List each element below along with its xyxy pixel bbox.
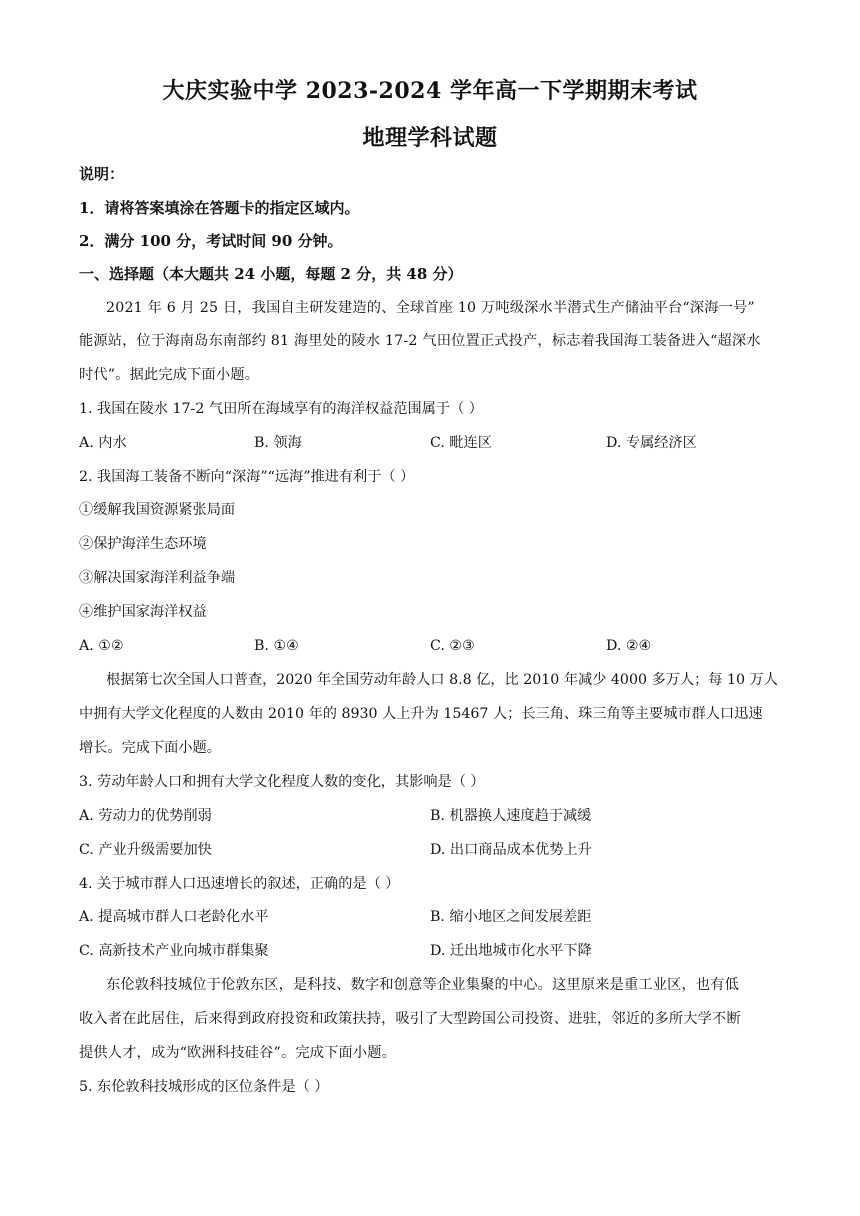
question-1-option-d: D. 专属经济区 [606,435,697,451]
passage-1-line-2: 能源站，位于海南岛东南部约 81 海里处的陵水 17-2 气田位置正式投产，标志着我国海工装备进入“超深水 [79,333,761,349]
question-2-option-a: A. ①② [79,638,124,654]
question-1-option-c: C. 毗连区 [430,435,492,451]
question-1-option-a: A. 内水 [79,435,127,451]
question-2-option-b: B. ①④ [254,638,299,654]
instruction-item-1: 1．请将答案填涂在答题卡的指定区域内。 [79,199,360,217]
question-3-stem: 3. 劳动年龄人口和拥有大学文化程度人数的变化，其影响是（ ） [79,774,485,790]
exam-subject-title: 地理学科试题 [362,125,498,151]
passage-2-line-1: 根据第七次全国人口普查，2020 年全国劳动年龄人口 8.8 亿，比 2010 年减少 4000 多万人；每 10 万人 [106,672,778,688]
question-5-stem: 5. 东伦敦科技城形成的区位条件是（ ） [79,1079,329,1095]
question-3-option-d: D. 出口商品成本优势上升 [430,842,592,858]
question-3-option-a: A. 劳动力的优势削弱 [79,808,212,824]
question-4-option-a: A. 提高城市群人口老龄化水平 [79,909,269,925]
question-4-stem: 4. 关于城市群人口迅速增长的叙述，正确的是（ ） [79,876,400,892]
question-3-option-c: C. 产业升级需要加快 [79,842,212,858]
question-2-statement-4: ④维护国家海洋权益 [79,604,207,620]
exam-title: 大庆实验中学 2023-2024 学年高一下学期期末考试 [162,78,698,104]
question-4-option-b: B. 缩小地区之间发展差距 [430,909,592,925]
passage-3-line-1: 东伦敦科技城位于伦敦东区，是科技、数字和创意等企业集聚的中心。这里原来是重工业区，也有低 [106,977,740,993]
question-2-statement-3: ③解决国家海洋利益争端 [79,570,236,586]
question-4-option-d: D. 迁出地城市化水平下降 [430,943,592,959]
question-2-option-c: C. ②③ [430,638,475,654]
instruction-item-2: 2．满分 100 分，考试时间 90 分钟。 [79,232,343,250]
section-heading: 一、选择题（本大题共 24 小题，每题 2 分，共 48 分） [79,265,463,283]
passage-2-line-2: 中拥有大学文化程度的人数由 2010 年的 8930 人上升为 15467 人；长三角、珠三角等主要城市群人口迅速 [79,706,763,722]
question-2-stem: 2. 我国海工装备不断向“深海”“远海”推进有利于（ ） [79,469,415,485]
passage-2-line-3: 增长。完成下面小题。 [79,740,221,756]
passage-3-line-2: 收入者在此居住，后来得到政府投资和政策扶持，吸引了大型跨国公司投资、进驻，邻近的多所大学不断 [79,1011,741,1027]
question-2-statement-1: ①缓解我国资源紧张局面 [79,502,236,518]
passage-1-line-3: 时代”。据此完成下面小题。 [79,367,260,383]
question-1-option-b: B. 领海 [254,435,302,451]
passage-3-line-3: 提供人才，成为“欧洲科技硅谷”。完成下面小题。 [79,1045,397,1061]
question-1-stem: 1. 我国在陵水 17-2 气田所在海域享有的海洋权益范围属于（ ） [79,401,483,417]
question-3-option-b: B. 机器换人速度趋于减缓 [430,808,592,824]
passage-1-line-1: 2021 年 6 月 25 日，我国自主研发建造的、全球首座 10 万吨级深水半潜式生产储油平台“深海一号” [106,300,755,316]
question-4-option-c: C. 高新技术产业向城市群集聚 [79,943,269,959]
question-2-option-d: D. ②④ [606,638,652,654]
instructions-heading: 说明： [79,165,125,183]
question-2-statement-2: ②保护海洋生态环境 [79,536,207,552]
